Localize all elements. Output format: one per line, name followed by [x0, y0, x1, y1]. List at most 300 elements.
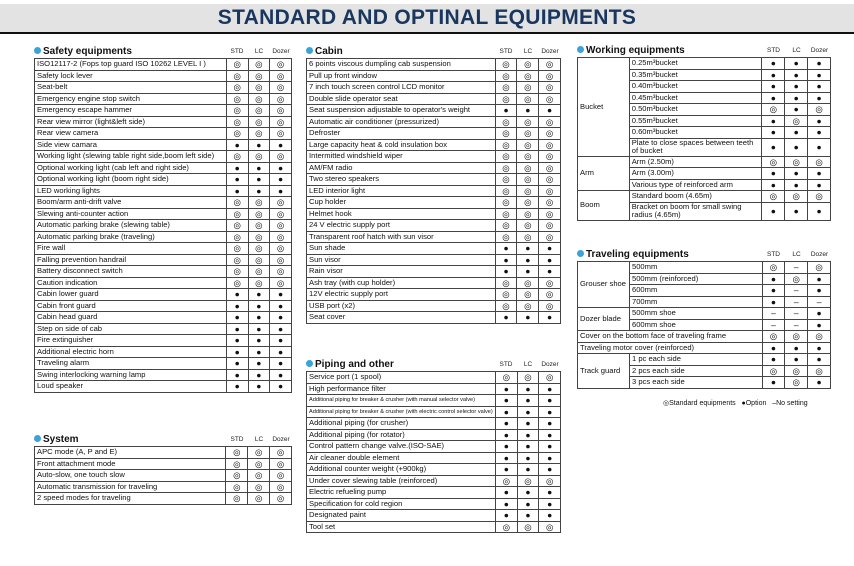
mark-cell: ●: [226, 346, 248, 358]
mark-cell: –: [785, 319, 808, 331]
mark-cell: ●: [270, 289, 292, 301]
row-label: 24 V electric supply port: [307, 220, 496, 232]
group-label: Grouser shoe: [578, 262, 630, 308]
working-equipments-section: [577, 44, 831, 221]
mark-cell: ◎: [248, 458, 270, 470]
mark-cell: ●: [270, 369, 292, 381]
mark-cell: ◎: [495, 151, 517, 163]
mark-cell: ◎: [495, 277, 517, 289]
mark-cell: ●: [270, 323, 292, 335]
mark-cell: ●: [785, 58, 808, 70]
row-label: Optional working light (cab left and right side): [35, 162, 227, 174]
mark-cell: ●: [539, 406, 561, 418]
table-row: [307, 105, 561, 117]
mark-cell: ●: [270, 335, 292, 347]
mark-cell: ●: [808, 179, 831, 191]
mark-cell: ●: [495, 452, 517, 464]
mark-cell: ●: [808, 92, 831, 104]
table-row: [35, 82, 292, 94]
mark-cell: ●: [248, 369, 270, 381]
table-row: [307, 464, 561, 476]
mark-cell: ◎: [517, 128, 539, 140]
system-section: [34, 433, 292, 505]
row-label: Cup holder: [307, 197, 496, 209]
table-row: [35, 208, 292, 220]
mark-cell: ◎: [495, 185, 517, 197]
row-label: Additional piping (for crusher): [307, 418, 496, 430]
row-label: Rear view mirror (light&left side): [35, 116, 227, 128]
mark-cell: ●: [517, 452, 539, 464]
mark-cell: ●: [539, 312, 561, 324]
mark-cell: ◎: [248, 220, 270, 232]
mark-cell: ◎: [226, 82, 248, 94]
mark-cell: ◎: [517, 475, 539, 487]
row-label: 500mm (reinforced): [629, 273, 762, 285]
row-label: 700mm: [629, 296, 762, 308]
mark-cell: ◎: [517, 289, 539, 301]
row-label: Cover on the bottom face of traveling frame: [578, 331, 763, 343]
table-row: [35, 197, 292, 209]
piping-column-headers: [495, 358, 561, 371]
row-label: Rain visor: [307, 266, 496, 278]
mark-cell: ●: [808, 168, 831, 180]
row-label: Arm (3.00m): [629, 168, 762, 180]
mark-cell: ◎: [762, 104, 785, 116]
mark-cell: ◎: [495, 116, 517, 128]
mark-cell: ●: [785, 179, 808, 191]
mark-cell: ●: [495, 418, 517, 430]
table-row: [35, 381, 292, 393]
mark-cell: ●: [517, 498, 539, 510]
column-header: LC: [254, 48, 264, 55]
mark-cell: ●: [495, 498, 517, 510]
mark-cell: ●: [762, 202, 785, 220]
row-label: Additional counter weight (+900kg): [307, 464, 496, 476]
mark-cell: ●: [808, 319, 831, 331]
mark-cell: ●: [785, 104, 808, 116]
mark-cell: ●: [248, 174, 270, 186]
row-label: Front attachment mode: [35, 458, 226, 470]
table-row: [307, 452, 561, 464]
table-row: [35, 335, 292, 347]
column-header: Dozer: [541, 361, 559, 368]
mark-cell: ●: [248, 289, 270, 301]
table-row: [307, 220, 561, 232]
table-row: [307, 59, 561, 71]
row-label: 600mm shoe: [629, 319, 762, 331]
row-label: Double slide operator seat: [307, 93, 496, 105]
cabin-section-title: Cabin: [315, 46, 343, 57]
row-label: Step on side of cab: [35, 323, 227, 335]
row-label: 0.35m³bucket: [629, 69, 762, 81]
mark-cell: ◎: [495, 521, 517, 533]
row-label: Sun shade: [307, 243, 496, 255]
bullet-dot-icon: [306, 47, 313, 54]
row-label: Falling prevention handrail: [35, 254, 227, 266]
row-label: 6 points viscous dumpling cab suspension: [307, 59, 496, 71]
bullet-dot-icon: [306, 360, 313, 367]
mark-cell: ●: [762, 81, 785, 93]
mark-cell: ◎: [226, 59, 248, 71]
mark-cell: ●: [785, 127, 808, 139]
mark-cell: ◎: [539, 151, 561, 163]
table-row: [578, 156, 831, 168]
row-label: Pull up front window: [307, 70, 496, 82]
table-row: [307, 208, 561, 220]
mark-cell: ◎: [226, 70, 248, 82]
column-header: Dozer: [810, 47, 829, 54]
row-label: 2 pcs each side: [629, 365, 762, 377]
mark-cell: ◎: [539, 70, 561, 82]
column-header: LC: [523, 361, 533, 368]
mark-cell: ◎: [248, 231, 270, 243]
column-header: Dozer: [810, 251, 829, 258]
mark-cell: ●: [495, 429, 517, 441]
mark-cell: ●: [808, 342, 831, 354]
row-label: Additional piping for breaker & crusher (with manual selector valve): [307, 395, 496, 407]
row-label: LED interior light: [307, 185, 496, 197]
table-row: [307, 185, 561, 197]
mark-cell: ●: [785, 138, 808, 156]
row-label: Safety lock lever: [35, 70, 227, 82]
table-row: [307, 128, 561, 140]
row-label: 0.25m³bucket: [629, 58, 762, 70]
mark-cell: ◎: [495, 93, 517, 105]
row-label: Working light (slewing table right side,boom left side): [35, 151, 227, 163]
mark-cell: ◎: [495, 197, 517, 209]
mark-cell: ◎: [226, 151, 248, 163]
mark-cell: ●: [808, 202, 831, 220]
table-row: [307, 162, 561, 174]
row-label: Specification for cold region: [307, 498, 496, 510]
mark-cell: ◎: [270, 105, 292, 117]
mark-cell: ◎: [495, 82, 517, 94]
mark-cell: ●: [517, 243, 539, 255]
mark-cell: ◎: [495, 208, 517, 220]
row-label: 0.40m³bucket: [629, 81, 762, 93]
mark-cell: ◎: [539, 521, 561, 533]
column-header: STD: [499, 48, 513, 55]
table-row: [35, 254, 292, 266]
table-row: [307, 510, 561, 522]
table-row: [35, 151, 292, 163]
table-row: [307, 139, 561, 151]
mark-cell: ◎: [270, 481, 292, 493]
mark-cell: ●: [226, 381, 248, 393]
mark-cell: –: [762, 308, 785, 320]
row-label: Emergency engine stop switch: [35, 93, 227, 105]
system-column-headers: [226, 433, 292, 446]
row-label: Traveling motor cover (reinforced): [578, 342, 763, 354]
mark-cell: ●: [785, 168, 808, 180]
mark-cell: ●: [495, 464, 517, 476]
mark-cell: ◎: [495, 162, 517, 174]
mark-cell: ●: [785, 354, 808, 366]
table-row: [307, 406, 561, 418]
legend: [663, 399, 808, 407]
mark-cell: ●: [248, 312, 270, 324]
mark-cell: ●: [270, 300, 292, 312]
mark-cell: ●: [226, 300, 248, 312]
mark-cell: ◎: [226, 470, 248, 482]
mark-cell: ●: [808, 285, 831, 297]
group-label: Boom: [578, 191, 630, 221]
column-header: STD: [230, 48, 244, 55]
mark-cell: ◎: [270, 208, 292, 220]
table-row: [35, 458, 292, 470]
table-row: [307, 521, 561, 533]
mark-cell: ◎: [785, 191, 808, 203]
mark-cell: ◎: [517, 372, 539, 384]
table-row: [35, 174, 292, 186]
mark-cell: ●: [517, 254, 539, 266]
mark-cell: ◎: [517, 139, 539, 151]
mark-cell: –: [785, 262, 808, 274]
mark-cell: ●: [785, 69, 808, 81]
row-label: Various type of reinforced arm: [629, 179, 762, 191]
row-label: 0.50m³bucket: [629, 104, 762, 116]
mark-cell: ●: [226, 335, 248, 347]
mark-cell: ◎: [539, 300, 561, 312]
mark-cell: ●: [762, 354, 785, 366]
mark-cell: ◎: [248, 70, 270, 82]
table-row: [35, 277, 292, 289]
row-label: Battery disconnect switch: [35, 266, 227, 278]
legend-option: ●Option: [741, 400, 767, 407]
mark-cell: ●: [539, 429, 561, 441]
row-label: Service port (1 spool): [307, 372, 496, 384]
table-row: [35, 481, 292, 493]
mark-cell: ●: [495, 383, 517, 395]
mark-cell: ●: [808, 273, 831, 285]
mark-cell: ●: [226, 185, 248, 197]
row-label: Air cleaner double element: [307, 452, 496, 464]
table-row: [307, 441, 561, 453]
row-label: Ash tray (with cup holder): [307, 277, 496, 289]
table-row: [35, 266, 292, 278]
mark-cell: ◎: [270, 447, 292, 459]
group-label: Track guard: [578, 354, 630, 389]
table-row: [35, 493, 292, 505]
mark-cell: ●: [517, 105, 539, 117]
mark-cell: ◎: [495, 128, 517, 140]
mark-cell: ◎: [539, 220, 561, 232]
mark-cell: ◎: [248, 481, 270, 493]
row-label: Plate to close spaces between teeth of bucket: [629, 138, 762, 156]
mark-cell: ◎: [517, 70, 539, 82]
mark-cell: ◎: [762, 156, 785, 168]
row-label: APC mode (A, P and E): [35, 447, 226, 459]
column-header: LC: [792, 47, 801, 54]
mark-cell: ●: [270, 381, 292, 393]
row-label: 0.45m³bucket: [629, 92, 762, 104]
row-label: Seat cover: [307, 312, 496, 324]
table-row: [307, 418, 561, 430]
mark-cell: ●: [270, 358, 292, 370]
table-row: [578, 308, 831, 320]
mark-cell: ◎: [517, 521, 539, 533]
table-row: [307, 197, 561, 209]
mark-cell: ●: [226, 369, 248, 381]
safety-section-title: Safety equipments: [43, 46, 132, 57]
mark-cell: ◎: [226, 254, 248, 266]
row-label: Two stereo speakers: [307, 174, 496, 186]
mark-cell: ◎: [539, 139, 561, 151]
mark-cell: ◎: [539, 231, 561, 243]
traveling-section-header: [577, 248, 831, 261]
mark-cell: ◎: [785, 377, 808, 389]
table-row: [35, 128, 292, 140]
mark-cell: –: [785, 285, 808, 297]
mark-cell: ◎: [495, 220, 517, 232]
table-row: [307, 174, 561, 186]
safety-section-header: [34, 45, 292, 58]
mark-cell: ◎: [517, 174, 539, 186]
table-row: [35, 93, 292, 105]
piping-section-title: Piping and other: [315, 359, 394, 370]
table-row: [578, 342, 831, 354]
mark-cell: ◎: [226, 458, 248, 470]
row-label: 7 inch touch screen control LCD monitor: [307, 82, 496, 94]
cabin-column-headers: [495, 45, 561, 58]
mark-cell: ●: [517, 464, 539, 476]
mark-cell: ●: [808, 138, 831, 156]
system-section-title: System: [43, 434, 79, 445]
page-title: STANDARD AND OPTINAL EQUIPMENTS: [217, 6, 637, 29]
table-row: [578, 191, 831, 203]
mark-cell: ◎: [539, 289, 561, 301]
mark-cell: ●: [517, 441, 539, 453]
mark-cell: ●: [517, 266, 539, 278]
mark-cell: ●: [539, 395, 561, 407]
table-row: [35, 162, 292, 174]
table-row: [578, 331, 831, 343]
bullet-dot-icon: [577, 46, 584, 53]
mark-cell: ◎: [248, 128, 270, 140]
header-band: [0, 4, 854, 32]
mark-cell: ◎: [517, 151, 539, 163]
mark-cell: ◎: [226, 116, 248, 128]
mark-cell: ●: [248, 346, 270, 358]
mark-cell: ●: [495, 312, 517, 324]
mark-cell: ●: [808, 58, 831, 70]
row-label: Emergency escape hammer: [35, 105, 227, 117]
mark-cell: ◎: [270, 93, 292, 105]
mark-cell: ●: [226, 162, 248, 174]
mark-cell: ◎: [539, 475, 561, 487]
mark-cell: ◎: [270, 493, 292, 505]
mark-cell: ◎: [226, 197, 248, 209]
mark-cell: ●: [495, 510, 517, 522]
mark-cell: ◎: [517, 231, 539, 243]
bullet-dot-icon: [577, 250, 584, 257]
mark-cell: ◎: [517, 116, 539, 128]
mark-cell: ●: [495, 243, 517, 255]
table-row: [307, 498, 561, 510]
mark-cell: ◎: [248, 447, 270, 459]
mark-cell: ●: [539, 498, 561, 510]
mark-cell: ●: [495, 441, 517, 453]
mark-cell: ◎: [808, 104, 831, 116]
row-label: Auto-slow, one touch slow: [35, 470, 226, 482]
column-header: LC: [792, 251, 801, 258]
cabin-section-header: [306, 45, 561, 58]
working-table: [577, 57, 831, 221]
row-label: Fire wall: [35, 243, 227, 255]
table-row: [35, 70, 292, 82]
mark-cell: ●: [762, 285, 785, 297]
mark-cell: ●: [495, 395, 517, 407]
row-label: Additional piping (for rotator): [307, 429, 496, 441]
table-row: [35, 116, 292, 128]
column-header: LC: [523, 48, 533, 55]
mark-cell: ●: [808, 69, 831, 81]
table-row: [307, 266, 561, 278]
traveling-table: [577, 261, 831, 389]
mark-cell: ●: [517, 383, 539, 395]
mark-cell: ◎: [808, 191, 831, 203]
row-label: 0.55m³bucket: [629, 115, 762, 127]
mark-cell: ●: [762, 138, 785, 156]
table-row: [307, 254, 561, 266]
table-row: [35, 358, 292, 370]
mark-cell: ●: [762, 127, 785, 139]
mark-cell: ●: [270, 162, 292, 174]
column-header: STD: [767, 251, 780, 258]
table-row: [307, 231, 561, 243]
row-label: Control pattern change valve.(ISO-SAE): [307, 441, 496, 453]
column-header: Dozer: [272, 436, 290, 443]
table-row: [307, 487, 561, 499]
row-label: 600mm: [629, 285, 762, 297]
safety-equipments-section: [34, 45, 292, 393]
mark-cell: ●: [762, 115, 785, 127]
row-label: Cabin head guard: [35, 312, 227, 324]
mark-cell: ◎: [226, 481, 248, 493]
mark-cell: ◎: [517, 59, 539, 71]
mark-cell: –: [762, 319, 785, 331]
mark-cell: ●: [808, 81, 831, 93]
mark-cell: ◎: [226, 105, 248, 117]
mark-cell: ●: [517, 487, 539, 499]
mark-cell: ◎: [248, 208, 270, 220]
mark-cell: ◎: [517, 185, 539, 197]
row-label: High performance filter: [307, 383, 496, 395]
row-label: 3 pcs each side: [629, 377, 762, 389]
table-row: [307, 383, 561, 395]
mark-cell: ●: [762, 58, 785, 70]
table-row: [35, 369, 292, 381]
safety-column-headers: [226, 45, 292, 58]
row-label: Tool set: [307, 521, 496, 533]
row-label: Designated paint: [307, 510, 496, 522]
mark-cell: ●: [495, 266, 517, 278]
mark-cell: ◎: [226, 447, 248, 459]
mark-cell: ◎: [808, 365, 831, 377]
column-header: STD: [499, 361, 513, 368]
mark-cell: ●: [226, 289, 248, 301]
mark-cell: ◎: [270, 458, 292, 470]
table-row: [35, 139, 292, 151]
table-row: [307, 289, 561, 301]
mark-cell: ◎: [270, 151, 292, 163]
row-label: 2 speed modes for traveling: [35, 493, 226, 505]
table-row: [307, 300, 561, 312]
row-label: 12V electric supply port: [307, 289, 496, 301]
mark-cell: ◎: [539, 208, 561, 220]
row-label: Automatic parking brake (traveling): [35, 231, 227, 243]
table-row: [307, 116, 561, 128]
